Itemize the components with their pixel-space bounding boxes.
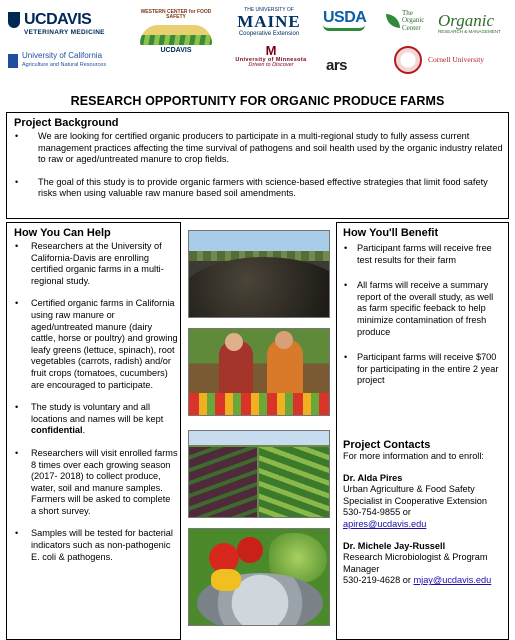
vegetables-bowl-photo: [188, 528, 330, 626]
farmers-market-photo: [188, 328, 330, 416]
uc-anr-name: University of California: [22, 51, 103, 60]
project-background-section: [6, 112, 509, 219]
help-item: • Certified organic farms in California using raw manure or aged/untreated manure (dairy cattle, horse or poultry) and growing leafy greens (lettuce, spinach), root vegetables (carrots, radish) and/or fruit crops (tomatoes, cucumbers) are encouraged to participate.: [14, 298, 178, 391]
yellow-pepper: [211, 569, 241, 591]
ucdavis-logo-text: UCDAVIS: [24, 11, 92, 28]
ars-logo: [326, 58, 370, 78]
project-contacts-heading: Project Contacts: [343, 439, 431, 451]
page-title: RESEARCH OPPORTUNITY FOR ORGANIC PRODUCE FARMS: [70, 94, 445, 108]
help-item-end: .: [82, 425, 86, 436]
uc-anr-mark-icon: [8, 54, 18, 68]
background-list: [14, 131, 504, 211]
contact-email-link[interactable]: apires@ucdavis.edu: [343, 518, 427, 529]
organic-logo-main: Organic: [438, 11, 495, 30]
contact-card: [343, 473, 507, 531]
uc-anr-sub: Agriculture and Natural Resources: [22, 62, 107, 68]
benefit-item: • Participant farms will receive free test results for their farm: [343, 243, 505, 266]
cornell-logo: [394, 46, 510, 76]
contact-email-link[interactable]: mjay@ucdavis.edu: [413, 575, 492, 586]
western-center-food-safety-logo: [136, 10, 216, 58]
western-center-name: WESTERN CENTER for FOOD SAFETY: [140, 9, 212, 21]
lettuce-field-photo: [188, 430, 330, 518]
maine-extension-logo: [232, 8, 306, 42]
leaf-icon: [386, 14, 400, 28]
help-item: • Researchers will visit enrolled farms 8 times over each growing season (2017- 2018) to collect produce, water, soil and manure samples. Farmers will be asked to complete a short survey.: [14, 448, 178, 518]
ucdavis-vetmed-logo: [8, 12, 126, 42]
how-you-can-help-heading: How You Can Help: [14, 227, 111, 239]
organic-center-logo: [386, 6, 430, 36]
ucdavis-shield-icon: [8, 12, 20, 28]
ars-text: ars: [326, 57, 348, 74]
contact-role: Research Microbiologist & Program Manager: [343, 552, 488, 574]
project-contacts: [343, 439, 507, 597]
confidential-text: confidential: [31, 425, 83, 436]
contact-phone: 530-754-9855 or: [343, 507, 411, 518]
benefit-list: [343, 243, 505, 401]
field-arch-icon: [140, 25, 212, 45]
background-item: • The goal of this study is to provide organic farmers with science-based effective strategies that limit food safety risks when using valuable raw manure based soil amendments.: [14, 177, 504, 200]
how-you-can-help-section: [6, 222, 181, 640]
farmer-woman-head: [275, 331, 293, 349]
help-item: • Samples will be tested for bacterial indicators such as non-pathogenic E. coli & pathogens.: [14, 528, 178, 563]
maine-sub: Cooperative Extension: [238, 31, 300, 38]
red-lettuce-rows: [189, 447, 257, 518]
western-center-ucdavis: UCDAVIS: [160, 46, 192, 54]
sponsor-logos: [0, 0, 515, 92]
benefit-item: • Participant farms will receive $700 for participating in the entire 2 year project: [343, 352, 505, 387]
organic-center-text: The Organic Center: [402, 9, 425, 32]
umn-logo: [228, 44, 314, 78]
maine-line1: THE UNIVERSITY OF: [244, 7, 294, 13]
benefit-item: • All farms will receive a summary report of the overall study, as well as farm specific feeback to help minimize contamination of fresh produce: [343, 280, 505, 338]
cornell-name: Cornell University: [428, 55, 485, 64]
help-item: [14, 402, 178, 437]
help-item-text: The study is voluntary and all locations and names will be kept: [31, 402, 164, 424]
organic-research-logo: [438, 12, 510, 38]
green-crop-rows: [259, 447, 330, 518]
contact-name: Dr. Michele Jay-Russell: [343, 540, 446, 551]
usda-logo: [323, 10, 365, 38]
background-item: • We are looking for certified organic producers to participate in a multi-regional study to fully assess current management practices affecting the time survival of pathogens and soil health used by the organic industry related to raw or aged/untreated manure to crop fields.: [14, 131, 504, 166]
cornell-seal-icon: [394, 46, 422, 74]
contact-card: [343, 541, 507, 587]
how-youll-benefit-heading: How You'll Benefit: [343, 227, 439, 239]
manure-pile: [188, 257, 330, 318]
uc-anr-logo: [8, 52, 123, 76]
manure-pile-photo: [188, 230, 330, 318]
produce-table: [189, 393, 330, 415]
umn-name: University of Minnesota: [235, 56, 307, 63]
vetmed-logo-text: VETERINARY MEDICINE: [24, 29, 105, 36]
umn-tagline: Driven to Discover: [248, 62, 294, 69]
help-item: • Researchers at the University of California-Davis are enrolling certified organic farms in a multi-regional study.: [14, 241, 178, 287]
project-background-heading: Project Background: [14, 117, 119, 129]
organic-logo-sub: RESEARCH & MANAGEMENT: [438, 28, 501, 34]
contacts-intro: For more information and to enroll:: [343, 451, 484, 461]
contact-role: Urban Agriculture & Food Safety Specialist in Cooperative Extension: [343, 484, 488, 506]
how-youll-benefit-section: [336, 222, 509, 640]
farmer-man-head: [225, 333, 243, 351]
usda-text: USDA: [323, 9, 367, 26]
contact-phone: 530-219-4628 or: [343, 575, 411, 586]
umn-m-icon: M: [265, 43, 277, 58]
tomato: [237, 537, 263, 563]
contact-name: Dr. Alda Pires: [343, 472, 403, 483]
maine-main: MAINE: [237, 12, 301, 32]
help-list: [14, 241, 178, 574]
